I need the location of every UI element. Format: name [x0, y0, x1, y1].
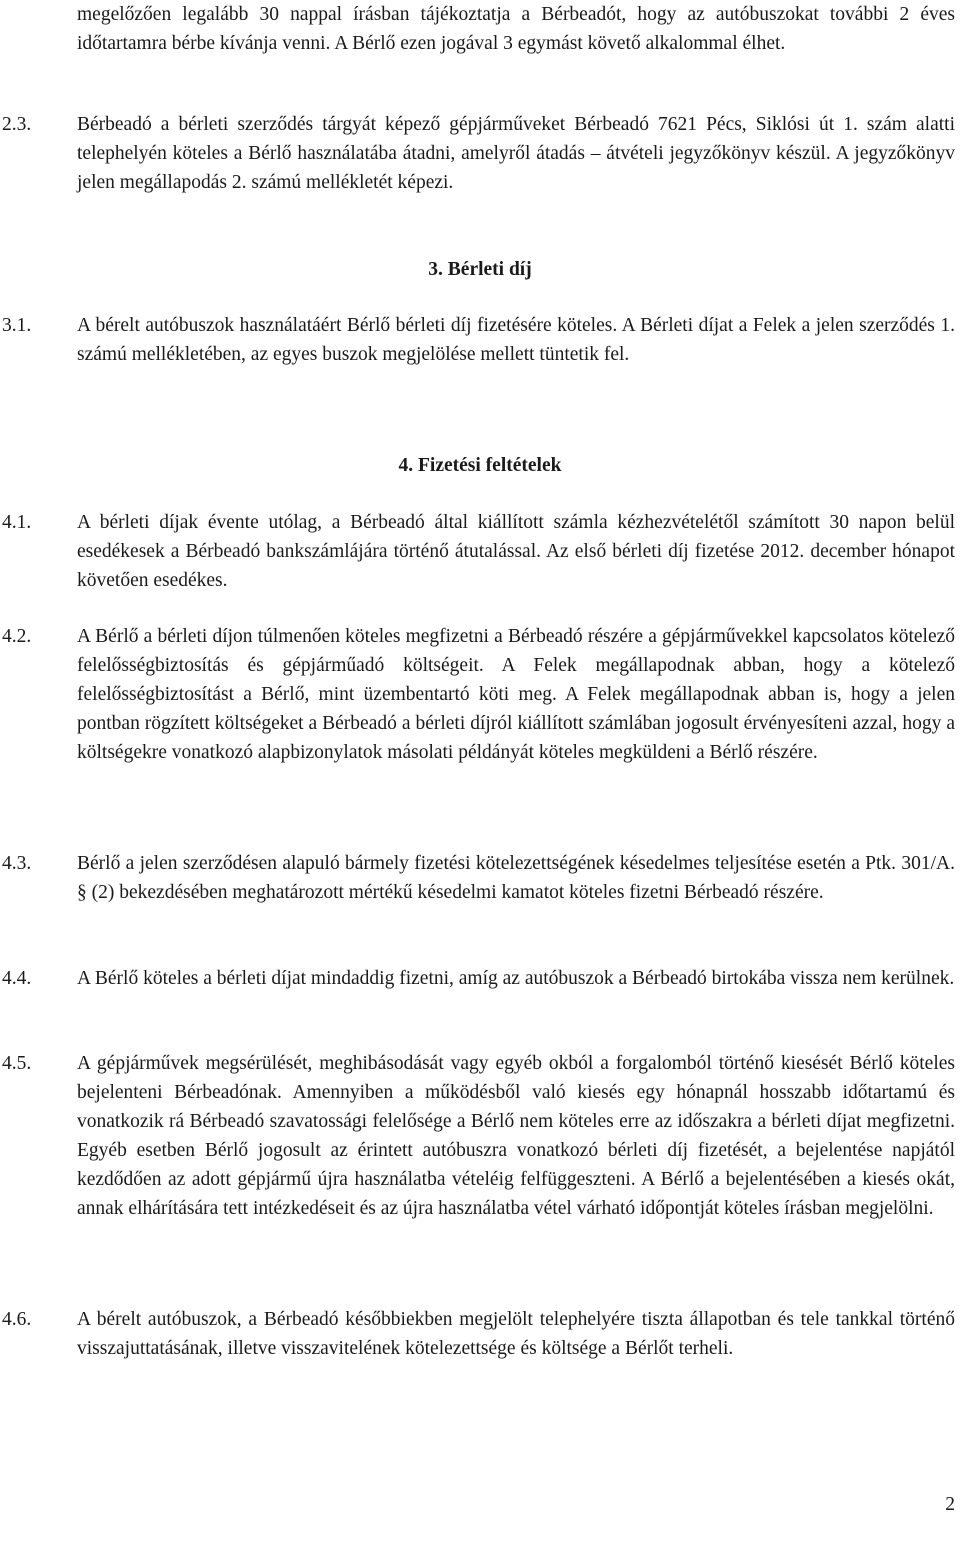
clause-number: 4.1.	[2, 512, 32, 533]
clause-4-1	[2, 508, 955, 595]
clause-number: 4.5.	[2, 1053, 32, 1074]
intro-paragraph: megelőzően legalább 30 nappal írásban tájékoztatja a Bérbeadót, hogy az autóbuszokat további 2 éves időtartamra bérbe kívánja venni. A Bérlő ezen jogával 3 egymást követő alkalommal élhet.	[77, 4, 955, 54]
page-number: 2	[945, 1494, 955, 1515]
clause-text: A bérelt autóbuszok, a Bérbeadó későbbiekben megjelölt telephelyére tiszta állapotban és tele tankkal történő visszajuttatásának, illetve visszavitelének kötelezettsége és költsége a Bérlőt terheli.	[77, 1309, 955, 1359]
clause-4-5	[2, 1049, 955, 1223]
clause-4-6	[2, 1305, 955, 1363]
clause-text: A gépjárművek megsérülését, meghibásodását vagy egyéb okból a forgalomból történő kiesését Bérlő köteles bejelenteni Bérbeadónak. Amennyiben a működésből való kiesés egy hónapnál hosszabb időtartamú és vonatkozik rá Bérbeadó szavatossági felelősége a Bérlő nem köteles erre az időszakra a bérleti díjat megfizetni. Egyéb esetben Bérlő jogosult az érintett autóbuszra vonatkozó bérleti díj fizetését, a bejelentése napjától kezdődően az adott gépjármű újra használatba vételéig felfüggeszteni. A Bérlő a bejelentésében a kiesés okát, annak elhárítására tett intézkedéseit és az újra használatba vétel várható időpontját köteles írásban megjelölni.	[77, 1053, 955, 1219]
section-3-heading: 3. Bérleti díj	[428, 259, 532, 280]
clause-text: A Bérlő köteles a bérleti díjat mindaddig fizetni, amíg az autóbuszok a Bérbeadó birtokába vissza nem kerülnek.	[77, 968, 955, 989]
section-4-heading: 4. Fizetési feltételek	[398, 455, 562, 476]
clause-number: 4.4.	[2, 968, 32, 989]
clause-number: 3.1.	[2, 315, 32, 336]
clause-number: 4.2.	[2, 626, 32, 647]
clause-4-2	[2, 622, 955, 767]
clause-text: A bérleti díjak évente utólag, a Bérbeadó által kiállított számla kézhezvételétől számított 30 napon belül esedékesek a Bérbeadó bankszámlájára történő átutalással. Az első bérleti díj fizetése 2012. december hónapot követően esedékes.	[77, 512, 955, 591]
clause-4-3	[2, 849, 955, 907]
clause-4-4	[2, 964, 955, 993]
clause-number: 4.3.	[2, 853, 32, 874]
clause-text: A Bérlő a bérleti díjon túlmenően köteles megfizetni a Bérbeadó részére a gépjárművekkel kapcsolatos kötelező felelősségbiztosítás és gépjárműadó költségeit. A Felek megállapodnak abban, hogy a kötelező felelősségbiztosítást a Bérlő, mint üzembentartó köti meg. A Felek megállapodnak abban is, hogy a jelen pontban rögzített költségeket a Bérbeadó a bérleti díjról kiállított számlában jogosult érvényesíteni azzal, hogy a költségekre vonatkozó alapbizonylatok másolati példányát köteles megküldeni a Bérlő részére.	[77, 626, 955, 763]
clause-text: Bérlő a jelen szerződésen alapuló bármely fizetési kötelezettségének késedelmes teljesítése esetén a Ptk. 301/A. § (2) bekezdésében meghatározott mértékű késedelmi kamatot köteles fizetni Bérbeadó részére.	[77, 853, 955, 903]
clause-number: 2.3.	[2, 114, 32, 135]
clause-3-1	[2, 311, 955, 369]
clause-2-3	[2, 110, 955, 197]
clause-text: A bérelt autóbuszok használatáért Bérlő bérleti díj fizetésére köteles. A Bérleti díjat a Felek a jelen szerződés 1. számú mellékletében, az egyes buszok megjelölése mellett tüntetik fel.	[77, 315, 955, 365]
clause-text: Bérbeadó a bérleti szerződés tárgyát képező gépjárműveket Bérbeadó 7621 Pécs, Siklósi út 1. szám alatti telephelyén köteles a Bérlő használatába átadni, amelyről átadás – átvételi jegyzőkönyv készül. A jegyzőkönyv jelen megállapodás 2. számú mellékletét képezi.	[77, 114, 955, 193]
clause-number: 4.6.	[2, 1309, 32, 1330]
